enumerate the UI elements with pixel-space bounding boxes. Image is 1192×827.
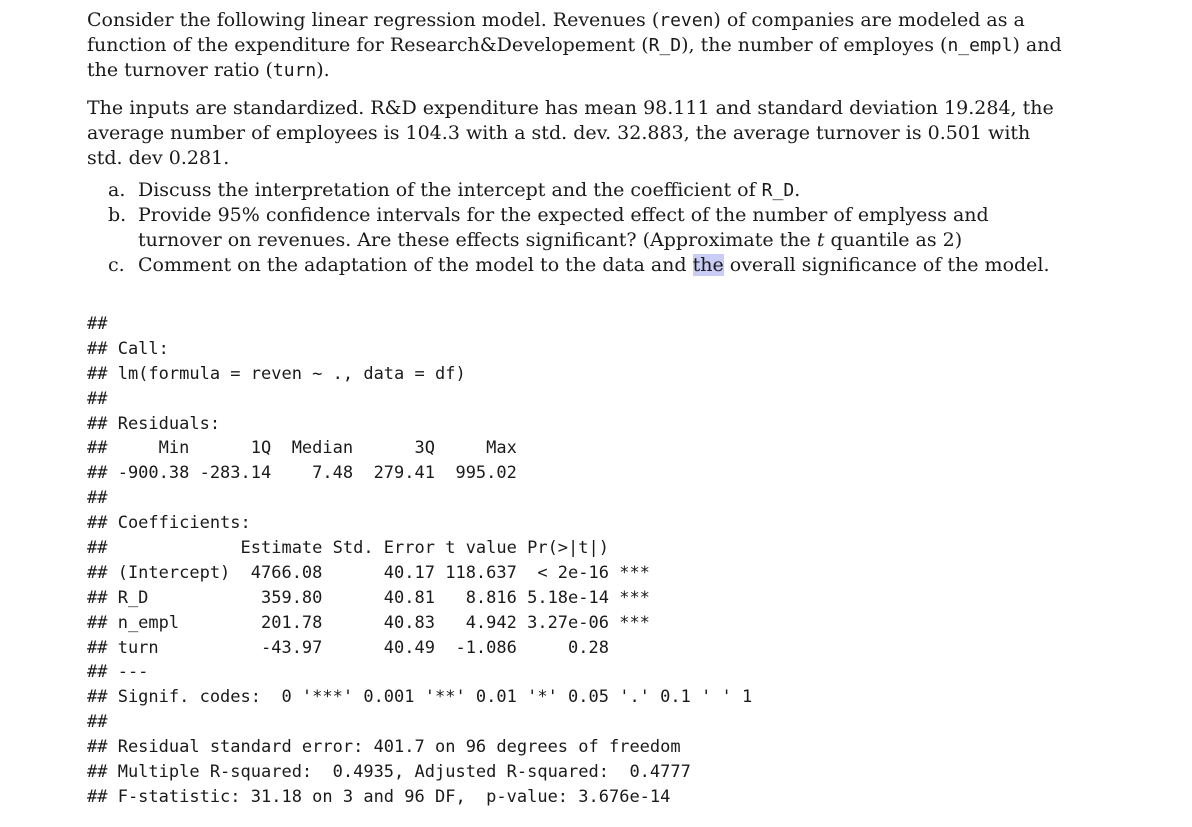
question-a-text-2: . (794, 179, 801, 201)
question-c (108, 253, 1068, 278)
code-line: ## R_D 359.80 40.81 8.816 5.18e-14 *** (87, 587, 650, 608)
question-b-t-variable: t (816, 229, 825, 251)
question-b-text-2: quantile as 2) (824, 229, 963, 251)
code-line: ## (Intercept) 4766.08 40.17 118.637 < 2e-16 *** (87, 562, 650, 583)
code-line: ## F-statistic: 31.18 on 3 and 96 DF, p-value: 3.676e-14 (87, 786, 671, 807)
var-r-d: R_D (648, 35, 682, 56)
code-line: ## (87, 712, 108, 733)
question-b (108, 203, 1068, 253)
question-c-text-2: overall significance of the model. (723, 254, 1050, 276)
code-line: ## Call: (87, 338, 169, 359)
code-line: ## turn -43.97 40.49 -1.086 0.28 (87, 637, 609, 658)
intro-paragraph-model (87, 8, 1067, 83)
intro-paragraph-standardization: The inputs are standardized. R&D expenditure has mean 98.111 and standard deviation 19.284, the average number of employees is 104.3 with a std. dev. 32.883, the average turnover is 0.501 with std. dev 0.281. (87, 97, 1054, 169)
intro-text-4: ) and the turnover ratio ( (87, 34, 1062, 81)
question-c-marker: c. (108, 254, 125, 276)
question-b-text-1: Provide 95% confidence intervals for the expected effect of the number of emplyess and turnover on revenues. Are these effects significant? (Approximate the (138, 204, 989, 251)
code-line: ## (87, 314, 108, 334)
question-b-marker: b. (108, 204, 127, 226)
question-list (108, 178, 1068, 278)
code-line: ## lm(formula = reven ~ ., data = df) (87, 363, 466, 384)
intro-text-5: ). (316, 59, 330, 81)
code-line: ## Residuals: (87, 413, 221, 434)
code-line: ## -900.38 -283.14 7.48 279.41 995.02 (87, 463, 517, 484)
code-line: ## --- (87, 662, 149, 683)
question-a-marker: a. (108, 179, 126, 201)
code-line: ## (87, 388, 108, 409)
question-a-text-1: Discuss the interpretation of the intercept and the coefficient of (138, 179, 762, 201)
code-line: ## Signif. codes: 0 '***' 0.001 '**' 0.01 '*' 0.05 '.' 0.1 ' ' 1 (87, 687, 753, 708)
code-line: ## Coefficients: (87, 513, 251, 534)
question-c-text-1: Comment on the adaptation of the model to the data and (138, 254, 693, 276)
code-line: ## Estimate Std. Error t value Pr(>|t|) (87, 538, 609, 559)
code-line: ## Multiple R-squared: 0.4935, Adjusted R-squared: 0.4777 (87, 762, 691, 783)
regression-output-block (87, 312, 752, 810)
var-turn: turn (272, 60, 317, 81)
question-a (108, 178, 1068, 203)
code-line: ## (87, 488, 108, 509)
intro-text-3: ), the number of employes ( (681, 34, 948, 56)
code-line: ## Min 1Q Median 3Q Max (87, 438, 517, 459)
code-line: ## Residual standard error: 401.7 on 96 degrees of freedom (87, 737, 681, 758)
question-a-var-r-d: R_D (761, 180, 795, 201)
code-line: ## n_empl 201.78 40.83 4.942 3.27e-06 *** (87, 612, 650, 633)
intro-text-1: Consider the following linear regression model. Revenues ( (87, 9, 660, 31)
text-selection-highlight[interactable]: the (692, 254, 724, 276)
intro-text-2: ) of companies are modeled as a function of the expenditure for Research&Developement ( (87, 9, 1025, 56)
var-reven: reven (659, 10, 714, 31)
var-n-empl: n_empl (947, 35, 1013, 56)
